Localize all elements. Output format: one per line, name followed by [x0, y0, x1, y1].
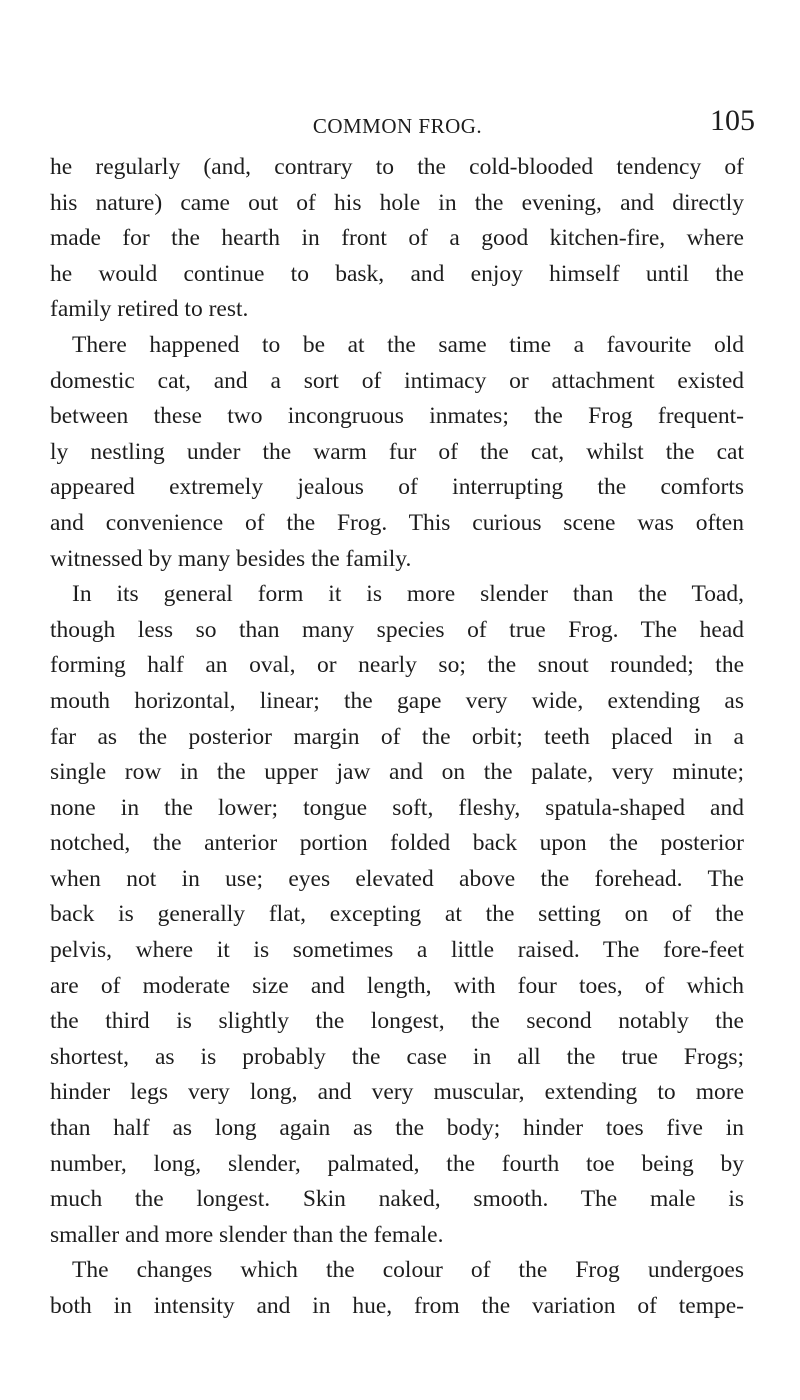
text-line: mouth horizontal, linear; the gape very wide, extending as — [50, 687, 744, 714]
text-line: much the longest. Skin naked, smooth. The male is — [50, 1186, 744, 1213]
text-line: and convenience of the Frog. This curious scene was often — [50, 509, 744, 536]
text-line: forming half an oval, or nearly so; the snout rounded; the — [50, 652, 744, 679]
page-number: 105 — [710, 104, 755, 137]
text-line: his nature) came out of his hole in the evening, and directly — [50, 189, 744, 216]
text-line: single row in the upper jaw and on the palate, very minute; — [50, 759, 744, 786]
text-line: There happened to be at the same time a favourite old — [72, 331, 744, 358]
running-title: COMMON FROG. — [312, 114, 483, 138]
text-line: family retired to rest. — [50, 296, 249, 323]
text-line: shortest, as is probably the case in all the true Frogs; — [50, 1043, 744, 1070]
text-line: both in intensity and in hue, from the variation of tempe- — [50, 1293, 744, 1319]
text-line: The changes which the colour of the Frog undergoes — [72, 1257, 744, 1284]
text-line: between these two incongruous inmates; the Frog frequent- — [50, 403, 744, 430]
text-line: appeared extremely jealous of interrupting the comforts — [50, 474, 744, 501]
text-line: ly nestling under the warm fur of the cat, whilst the cat — [50, 438, 744, 465]
text-line: number, long, slender, palmated, the fourth toe being by — [50, 1150, 744, 1177]
text-line: hinder legs very long, and very muscular, extending to more — [50, 1079, 744, 1106]
text-line: far as the posterior margin of the orbit; teeth placed in a — [50, 723, 744, 750]
body-text — [50, 150, 744, 1325]
text-line: notched, the anterior portion folded back upon the posterior — [50, 830, 744, 857]
text-line: In its general form it is more slender than the Toad, — [72, 581, 744, 608]
running-head — [40, 106, 755, 146]
text-line: made for the hearth in front of a good kitchen-fire, where — [50, 225, 744, 252]
text-line: though less so than many species of true Frog. The head — [50, 616, 744, 643]
text-line: the third is slightly the longest, the second notably the — [50, 1008, 744, 1035]
text-line: than half as long again as the body; hinder toes five in — [50, 1115, 744, 1142]
text-line: witnessed by many besides the family. — [50, 545, 412, 572]
text-line: he regularly (and, contrary to the cold-blooded tendency of — [50, 154, 744, 180]
text-line: back is generally flat, excepting at the setting on of the — [50, 901, 744, 928]
text-line: smaller and more slender than the female. — [50, 1221, 444, 1248]
text-line: he would continue to bask, and enjoy himself until the — [50, 260, 744, 287]
text-line: none in the lower; tongue soft, fleshy, spatula-shaped and — [50, 794, 744, 821]
text-line: domestic cat, and a sort of intimacy or attachment existed — [50, 367, 744, 394]
text-line: when not in use; eyes elevated above the forehead. The — [50, 865, 744, 892]
text-line: are of moderate size and length, with four toes, of which — [50, 972, 744, 999]
text-line: pelvis, where it is sometimes a little raised. The fore-feet — [50, 937, 744, 964]
